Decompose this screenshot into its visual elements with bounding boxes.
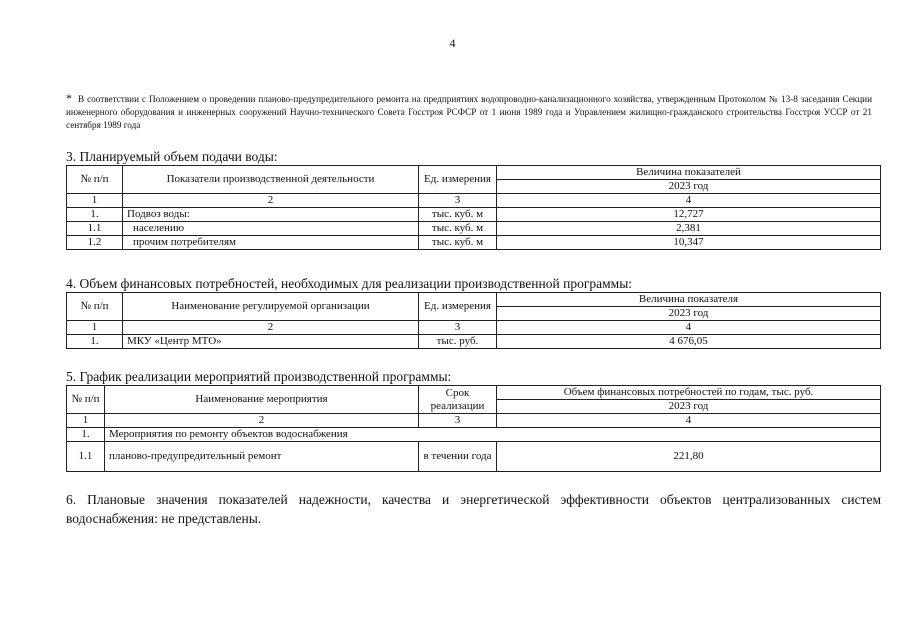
row-name: Мероприятия по ремонту объектов водоснабжения [105,428,881,442]
header-year: 2023 год [497,400,881,414]
table-row [67,222,881,236]
row-term: в течении года [419,442,497,472]
header-name: Наименование регулируемой организации [123,293,419,321]
page-number: 4 [449,36,456,50]
row-name: прочим потребителям [123,236,419,250]
row-num: 1.1 [67,442,105,472]
col-number: 2 [123,321,419,335]
section-3-title: 3. Планируемый объем подачи воды: [66,149,278,164]
header-unit: Ед. измерения [419,293,497,321]
row-value: 4 676,05 [497,335,881,349]
header-value: Величина показателей [497,166,881,180]
table-header-row [67,386,881,400]
column-number-row [67,414,881,428]
col-number: 3 [419,414,497,428]
header-value: Величина показателя [497,293,881,307]
col-number: 2 [105,414,419,428]
row-name: МКУ «Центр МТО» [123,335,419,349]
header-year: 2023 год [497,307,881,321]
col-number: 4 [497,414,881,428]
col-number: 3 [419,194,497,208]
col-number: 1 [67,414,105,428]
row-value: 2,381 [497,222,881,236]
row-num: 1. [67,208,123,222]
row-name: населению [123,222,419,236]
table-header-row [67,166,881,180]
row-num: 1. [67,428,105,442]
row-unit: тыс. куб. м [419,222,497,236]
section-5-title: 5. График реализации мероприятий производственной программы: [66,369,452,384]
table-row [67,335,881,349]
header-year: 2023 год [497,180,881,194]
row-num: 1.1 [67,222,123,236]
header-unit: Ед. измерения [419,166,497,194]
row-unit: тыс. куб. м [419,208,497,222]
col-number: 3 [419,321,497,335]
footnote [66,92,872,132]
col-number: 4 [497,194,881,208]
row-num: 1.2 [67,236,123,250]
row-name: планово-предупредительный ремонт [105,442,419,472]
footnote-text: В соответствии с Положением о проведении планово-предупредительного ремонта на предприятиях водопроводно-канализационного хозяйства, утвержденным Протоколом № 13-8 заседания Секции инженерного оборудования и инженерных сооружений Научно-технического Совета Госстроя РСФСР от 1 июня 1989 года и Управлением жилищно-гражданского строительства Госстроя УССР от 21 сентября 1989 года [66,94,872,130]
header-term: Срок реализации [419,386,497,414]
header-num: № п/п [67,166,123,194]
water-supply-table [66,165,881,250]
column-number-row [67,194,881,208]
col-number: 1 [67,321,123,335]
row-num: 1. [67,335,123,349]
financial-needs-table [66,292,881,349]
schedule-table [66,385,881,472]
col-number: 1 [67,194,123,208]
col-number: 2 [123,194,419,208]
section-4-title: 4. Объем финансовых потребностей, необходимых для реализации производственной программы: [66,276,633,291]
row-name: Подвоз воды: [123,208,419,222]
section-6-text: 6. Плановые значения показателей надежности, качества и энергетической эффективности объектов централизованных систем водоснабжения: не представлены. [66,492,881,526]
row-value: 10,347 [497,236,881,250]
table-group-row [67,428,881,442]
table-row [67,442,881,472]
footnote-marker: * [66,91,72,105]
table-header-row [67,293,881,307]
row-value: 12,727 [497,208,881,222]
column-number-row [67,321,881,335]
header-num: № п/п [67,386,105,414]
header-num: № п/п [67,293,123,321]
header-name: Наименование мероприятия [105,386,419,414]
table-row [67,208,881,222]
row-value: 221,80 [497,442,881,472]
header-name: Показатели производственной деятельности [123,166,419,194]
col-number: 4 [497,321,881,335]
row-unit: тыс. руб. [419,335,497,349]
row-unit: тыс. куб. м [419,236,497,250]
header-value: Объем финансовых потребностей по годам, тыс. руб. [497,386,881,400]
table-row [67,236,881,250]
